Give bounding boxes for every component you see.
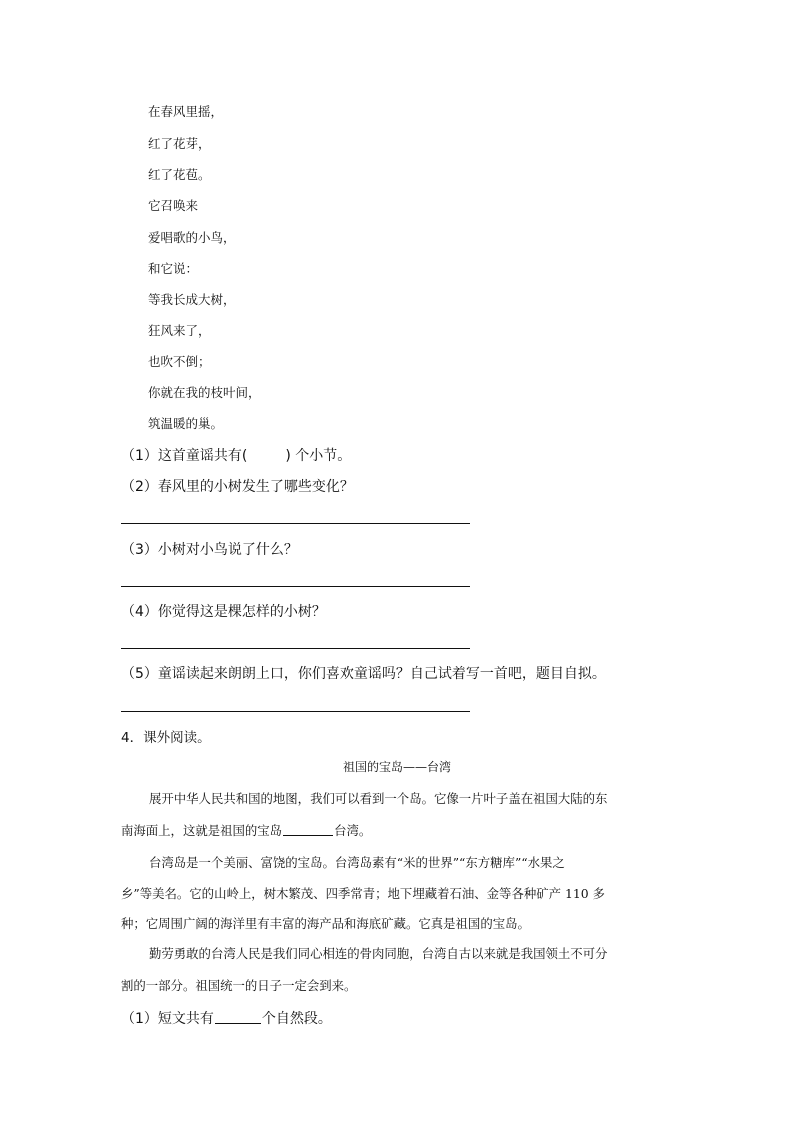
- poem-line: 爱唱歌的小鸟，: [148, 230, 236, 245]
- article-title: 祖国的宝岛——台湾: [342, 760, 451, 774]
- poem-line: 在春风里摇，: [148, 104, 224, 119]
- question-4: （4）你觉得这是棵怎样的小树？: [121, 604, 326, 620]
- answer-line-q3[interactable]: [121, 586, 470, 587]
- poem-line: 它召唤来: [148, 198, 199, 213]
- question-5: （5）童谣读起来朗朗上口，你们喜欢童谣吗？自己试着写一首吧，题目自拟。: [121, 666, 606, 682]
- paragraph-count-blank[interactable]: [215, 1010, 261, 1024]
- question-1-text-before: （1）这首童谣共有(: [121, 448, 248, 464]
- paragraph-1-line-2: [121, 823, 675, 839]
- poem-line: 等我长成大树，: [148, 292, 236, 307]
- section4-question-1-after: 个自然段。: [261, 1011, 332, 1027]
- paragraph-3-line-1: 勤劳勇敢的台湾人民是我们同心相连的骨肉同胞，台湾自古以来就是我国领土不可分: [149, 946, 608, 961]
- poem-line: 筑温暖的巢。: [148, 416, 224, 431]
- section4-question-1: [121, 1010, 332, 1028]
- paragraph-2-line-2: 乡”等美名。它的山岭上，树木繁茂、四季常青；地下埋藏着石油、金等各种矿产 110 多: [121, 886, 605, 901]
- section-heading: 4．课外阅读。: [121, 730, 211, 746]
- inline-answer-blank[interactable]: [283, 824, 333, 836]
- section4-question-1-before: （1）短文共有: [121, 1011, 214, 1027]
- question-1-text-after: ) 个小节。: [285, 448, 352, 464]
- poem-line: 也吹不倒；: [148, 354, 211, 369]
- answer-line-q4[interactable]: [121, 648, 470, 649]
- paragraph-2-line-3: 种；它周围广阔的海洋里有丰富的海产品和海底矿藏。它真是祖国的宝岛。: [121, 916, 530, 931]
- paragraph-2-line-1: 台湾岛是一个美丽、富饶的宝岛。台湾岛素有“米的世界”“东方糖库”“水果之: [149, 855, 565, 870]
- paragraph-3-line-2: 割的一部分。祖国统一的日子一定会到来。: [121, 978, 357, 993]
- paragraph-1-line-2-before: 南海面上，这就是祖国的宝岛: [121, 823, 283, 838]
- paragraph-1-line-1: 展开中华人民共和国的地图，我们可以看到一个岛。它像一片叶子盖在祖国大陆的东: [149, 791, 608, 806]
- poem-line: 红了花芽，: [148, 136, 211, 151]
- poem-line: 红了花苞。: [148, 167, 211, 182]
- answer-line-q2[interactable]: [121, 523, 470, 524]
- poem-line: 你就在我的枝叶间，: [148, 385, 261, 400]
- poem-line: 和它说：: [148, 261, 199, 276]
- paragraph-1-line-2-after: 台湾。: [334, 823, 372, 838]
- question-3: （3）小树对小鸟说了什么？: [121, 542, 298, 558]
- answer-line-q5[interactable]: [121, 711, 470, 712]
- question-2: （2）春风里的小树发生了哪些变化？: [121, 479, 354, 495]
- poem-line: 狂风来了，: [148, 323, 211, 338]
- question-1: [121, 447, 351, 465]
